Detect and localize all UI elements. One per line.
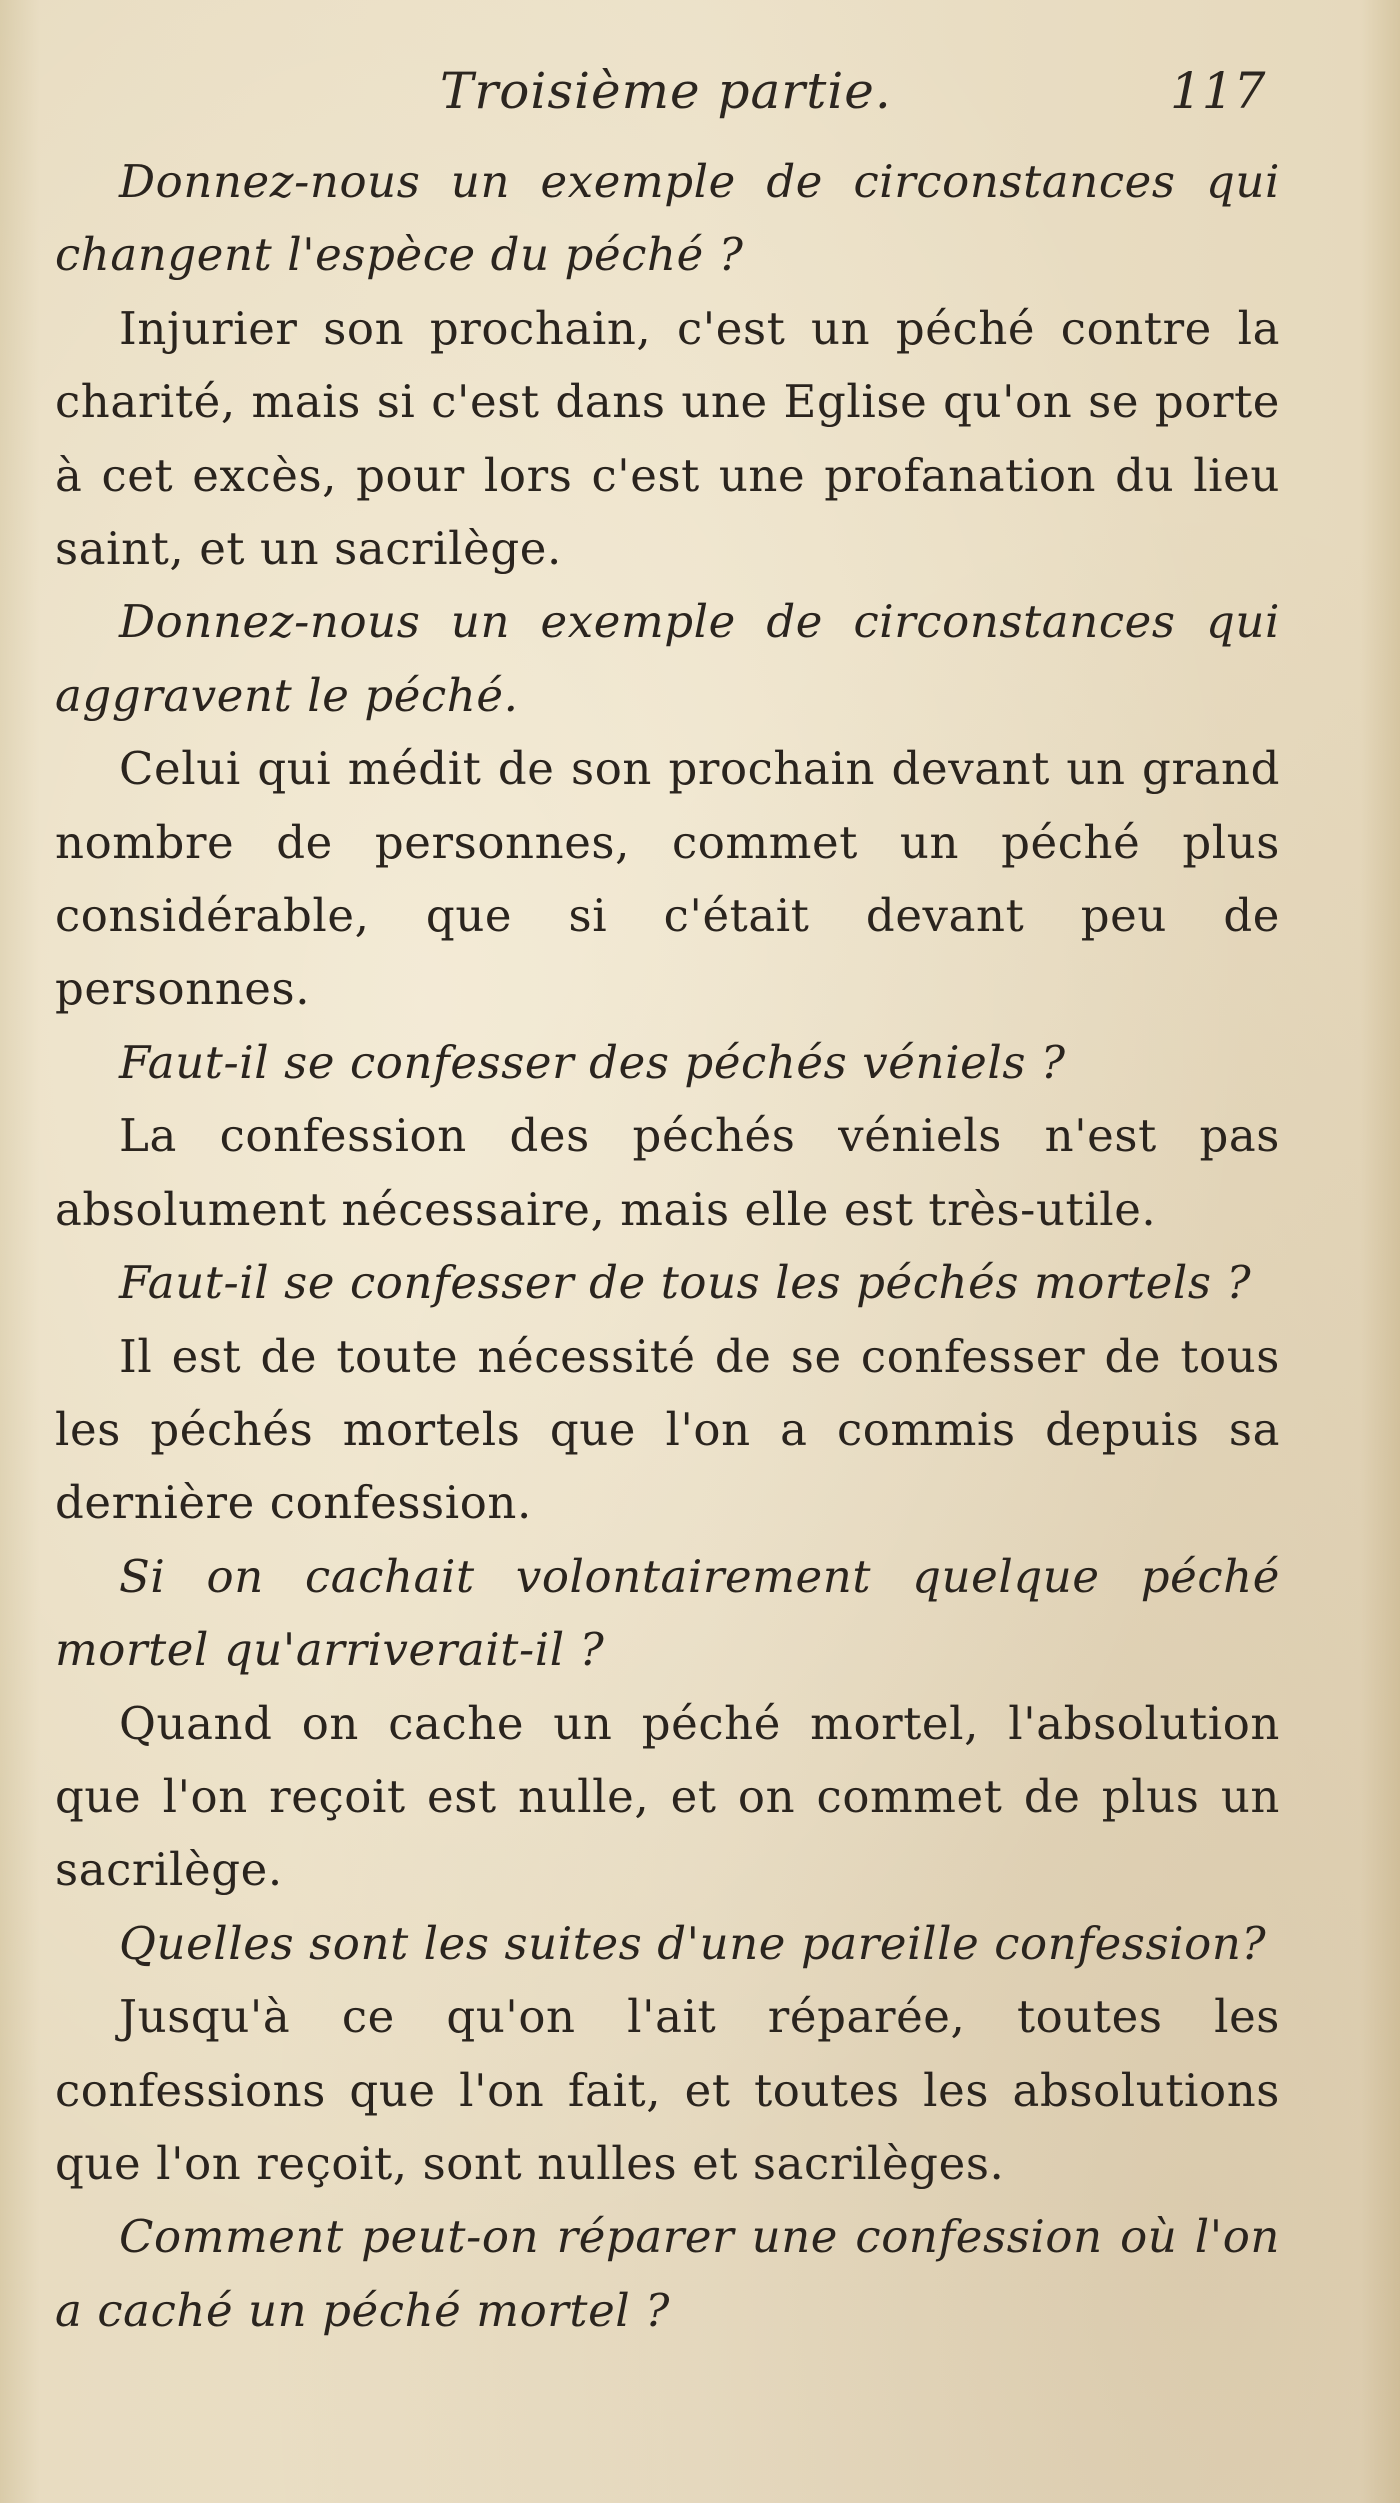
question-peches-mortels: Faut-il se confesser de tous les péchés mortels ? [119,1256,1252,1310]
running-title: Troisième partie. [440,62,892,120]
question-reparer-confession: Comment peut-on réparer une confession où l'on a caché un péché mortel ? [55,2210,1280,2337]
question-peches-veniels: Faut-il se confesser des péchés véniels ? [119,1035,1066,1089]
question-circonstances-aggravent: Donnez-nous un exemple de circonstances qui aggravent le péché. [55,595,1280,722]
page-number: 117 [1170,62,1266,120]
answer-cacher-peche: Quand on cache un péché mortel, l'absolution que l'on reçoit est nulle, et on commet de plus un sacrilège. [55,1696,1280,1897]
page-header [0,62,1400,142]
answer-circonstances-aggravent: Celui qui médit de son prochain devant un grand nombre de personnes, commet un péché plus considérable, que si c'était devant peu de personnes. [55,742,1280,1016]
question-circonstances-espece: Donnez-nous un exemple de circonstances qui changent l'espèce du péché ? [55,155,1280,282]
answer-suites-confession: Jusqu'à ce qu'on l'ait réparée, toutes les confessions que l'on fait, et toutes les absolutions que l'on reçoit, sont nulles et sacrilèges. [55,1990,1280,2190]
answer-peches-mortels: Il est de toute nécessité de se confesser de tous les péchés mortels que l'on a commis depuis sa dernière confession. [55,1329,1280,1530]
question-suites-confession: Quelles sont les suites d'une pareille confession? [119,1916,1267,1970]
answer-peches-veniels: La confession des péchés véniels n'est pas absolument nécessaire, mais elle est très-utile. [55,1109,1280,1236]
question-cacher-peche: Si on cachait volontairement quelque péché mortel qu'arriverait-il ? [55,1549,1280,1677]
page-body [55,145,1280,2347]
answer-circonstances-espece: Injurier son prochain, c'est un péché contre la charité, mais si c'est dans une Eglise qu'on se porte à cet excès, pour lors c'est une profanation du lieu saint, et un sacrilège. [55,301,1280,576]
